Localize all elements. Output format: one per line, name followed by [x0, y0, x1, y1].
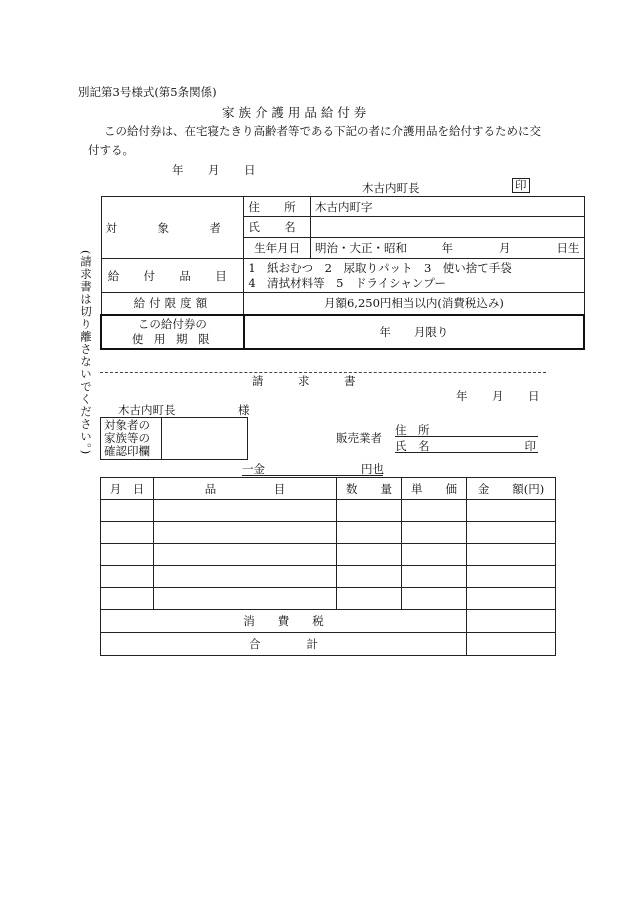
invoice-title: 請 求 書: [252, 374, 356, 388]
issuer-seal: 印: [512, 178, 530, 193]
tax-label: 消 費 税: [101, 610, 467, 633]
vendor-name-line: [395, 438, 538, 453]
issuer-name: 木古内町長: [362, 181, 420, 195]
period-label-line2: 使 用 期 限: [131, 331, 213, 346]
total-amount-line: [242, 461, 383, 476]
issue-day: 日: [244, 163, 256, 177]
form-reference: 別記第3号様式(第5条関係): [78, 85, 217, 99]
col-quantity: 数 量: [337, 478, 402, 500]
total-prefix: 一金: [242, 462, 265, 476]
period-label-line1: この給付券の: [137, 316, 207, 331]
col-date: 月 日: [101, 478, 154, 500]
vendor-name-label: 氏 名: [395, 439, 430, 453]
tax-value: [467, 610, 556, 633]
confirm-seal-box: [100, 417, 248, 460]
issue-year: 年: [172, 163, 184, 177]
invoice-month: 月: [492, 389, 504, 403]
invoice-year: 年: [456, 389, 468, 403]
col-unit-price: 単 価: [402, 478, 467, 500]
sum-label: 合 計: [101, 633, 467, 656]
voucher-table: [100, 196, 585, 350]
table-row: [101, 566, 556, 588]
issue-month: 月: [208, 163, 220, 177]
name-label: 氏 名: [244, 217, 311, 238]
invoice-day: 日: [528, 389, 540, 403]
intro-text-line2: 付する。: [88, 143, 134, 157]
address-value: 木古内町字: [311, 197, 585, 217]
sum-value: [467, 633, 556, 656]
table-row: [101, 522, 556, 544]
items-line2: 4 清拭材料等 5 ドライシャンプー: [248, 275, 447, 290]
document-title: 家 族 介 護 用 品 給 付 券: [222, 105, 367, 120]
items-label: 給 付 品 目: [101, 259, 244, 293]
col-amount: 金 額(円): [467, 478, 556, 500]
birth-value: 明治・大正・昭和 年 月 日生: [311, 238, 585, 259]
vendor-seal: 印: [524, 439, 536, 453]
side-note: (請求書は切り離さないでください。): [79, 250, 93, 456]
total-suffix: 円也: [361, 462, 384, 476]
limit-value: 月額6,250円相当以内(消費税込み): [244, 293, 584, 315]
vendor-address-line: [395, 422, 538, 437]
vendor-address-label: 住 所: [395, 423, 430, 437]
invoice-addressee: 木古内町長: [118, 403, 176, 417]
birth-label: 生年月日: [244, 238, 311, 259]
table-row: [101, 588, 556, 610]
col-item: 品 目: [154, 478, 337, 500]
confirm-seal-area: [162, 418, 248, 460]
period-value: 年 月限り: [244, 315, 584, 349]
table-row: [101, 544, 556, 566]
limit-label: 給付限度額: [101, 293, 244, 315]
period-label: [101, 315, 244, 349]
subject-label: 対 象 者: [101, 197, 244, 259]
invoice-table: [100, 477, 556, 656]
invoice-honorific: 様: [238, 403, 250, 417]
name-value: [311, 217, 585, 238]
intro-text-line1: この給付券は、在宅寝たきり高齢者等である下記の者に介護用品を給付するために交: [104, 124, 541, 138]
items-list: [244, 259, 584, 293]
address-label: 住 所: [244, 197, 311, 217]
vendor-label: 販売業者: [336, 431, 382, 445]
confirm-label: 対象者の 家族等の 確認印欄: [101, 418, 162, 460]
items-line1: 1 紙おむつ 2 尿取りパット 3 使い捨て手袋: [248, 260, 512, 275]
table-row: [101, 500, 556, 522]
